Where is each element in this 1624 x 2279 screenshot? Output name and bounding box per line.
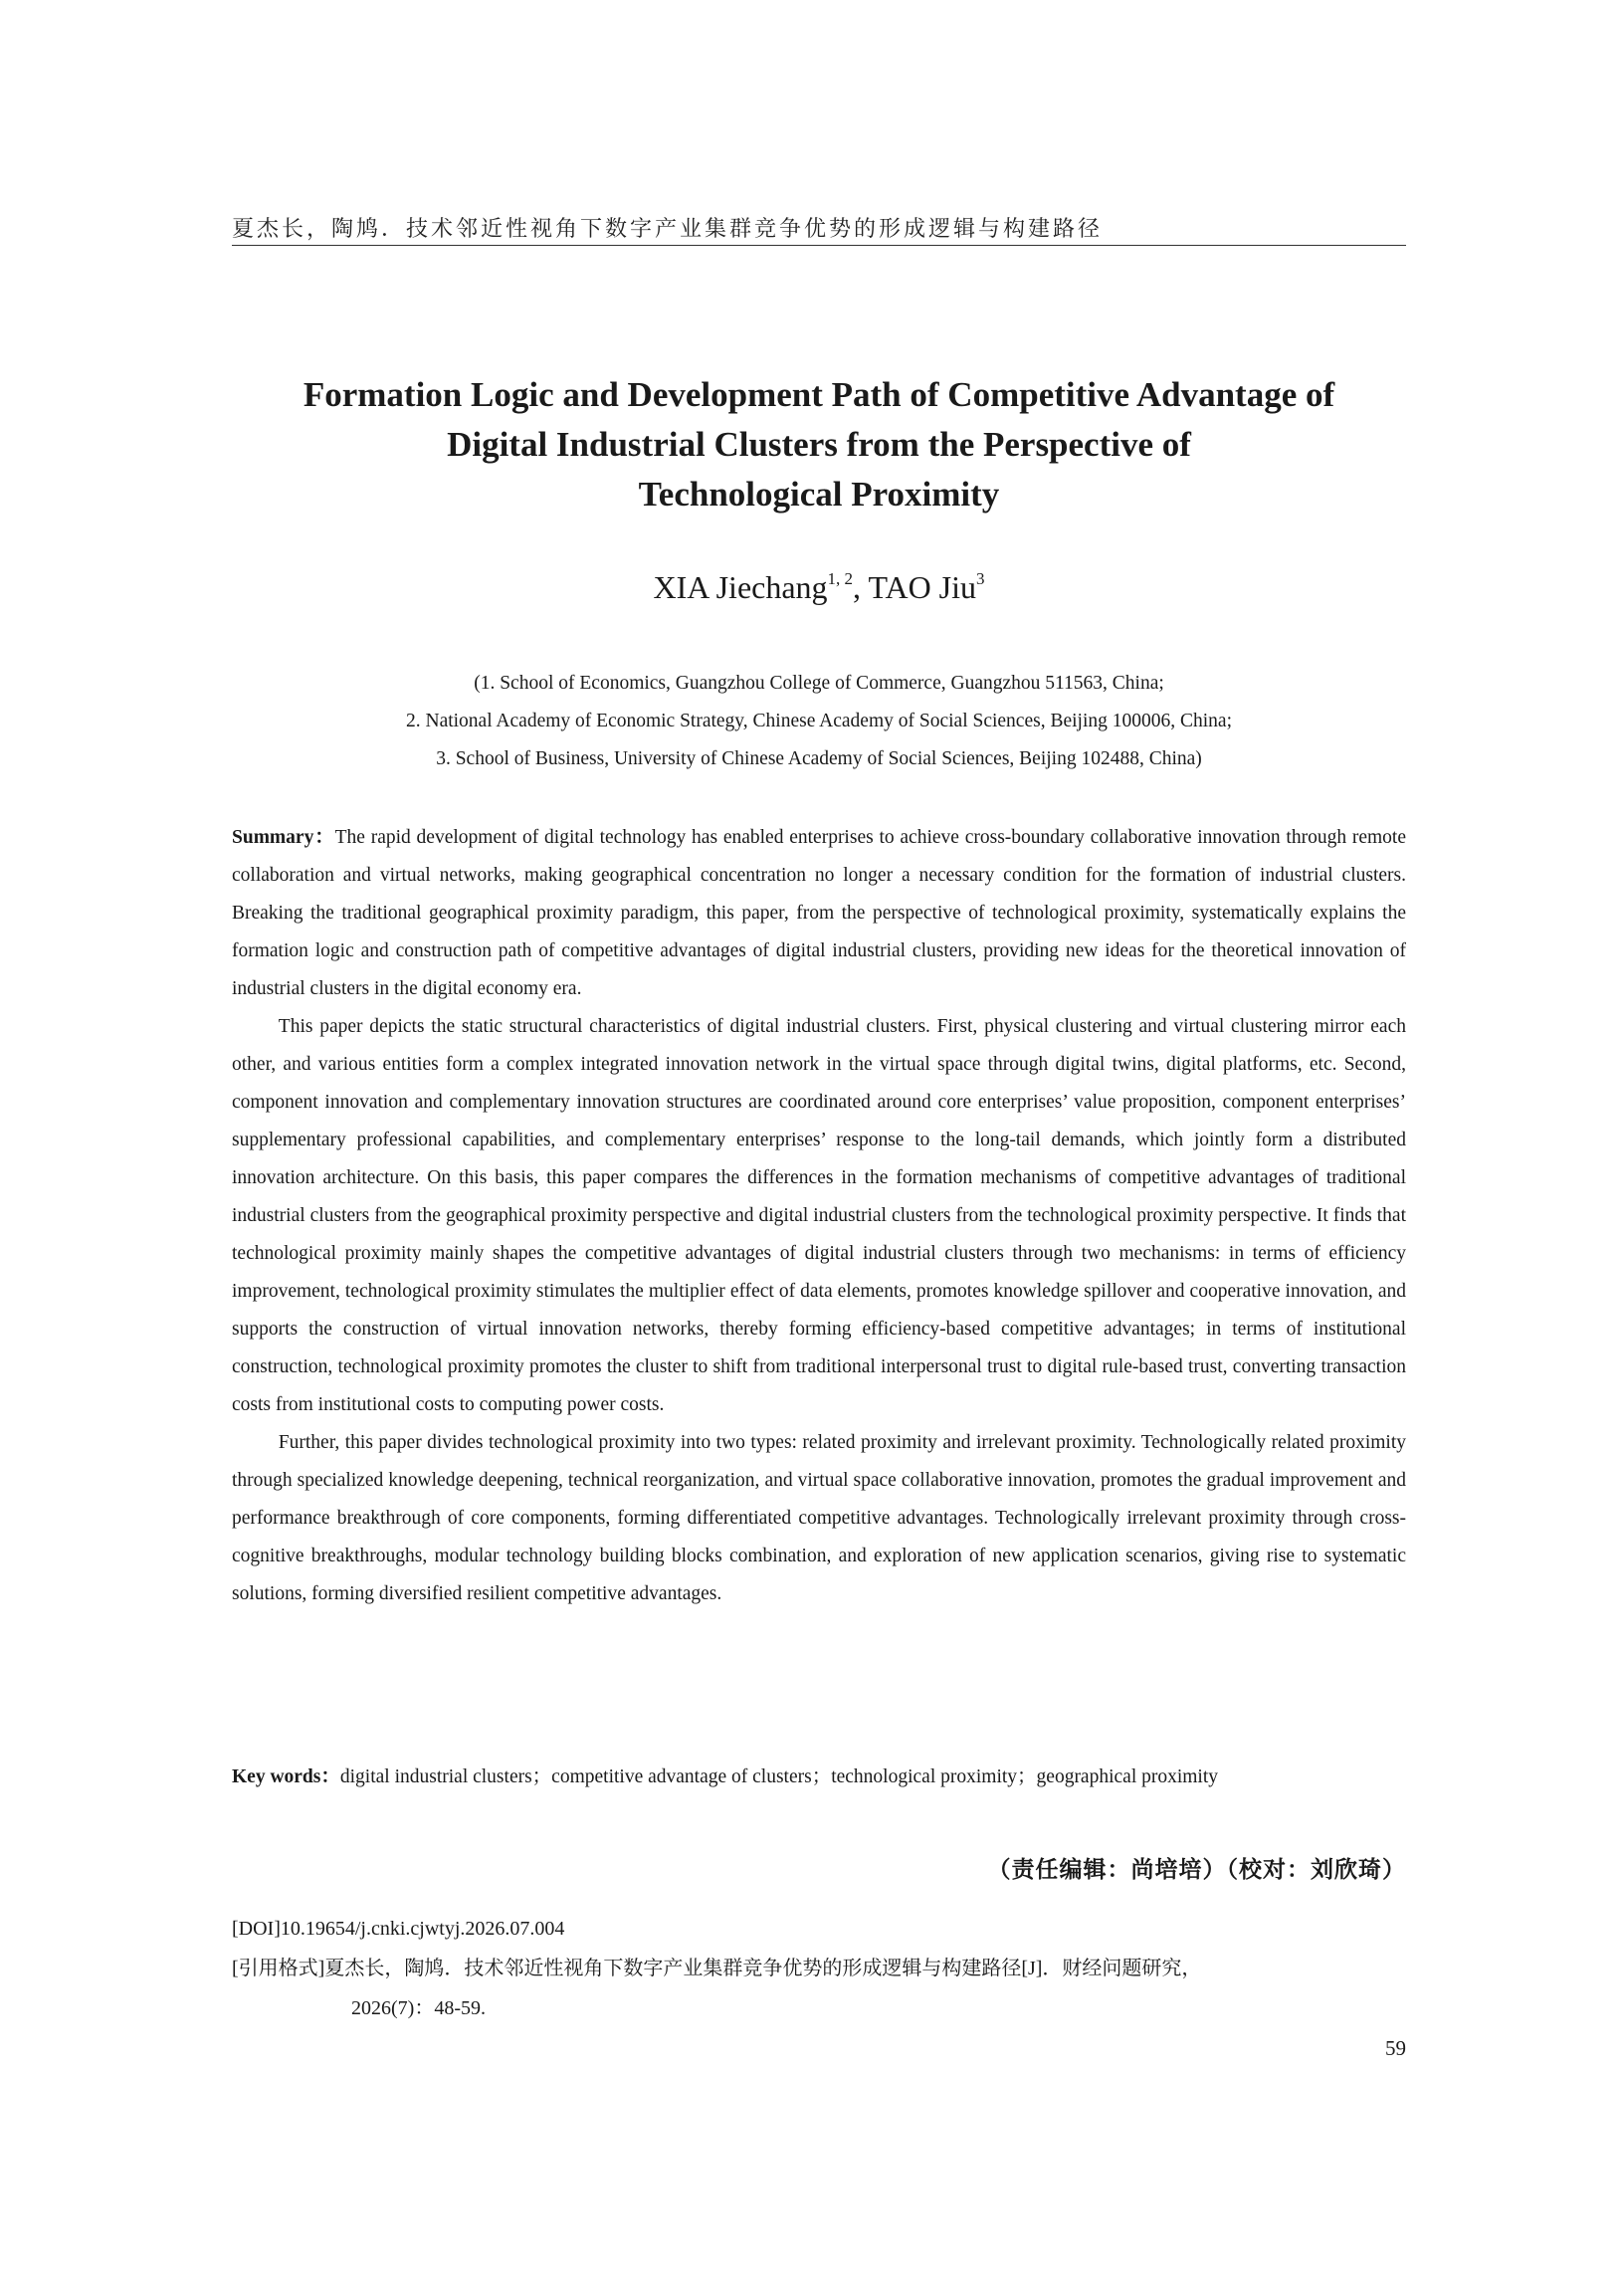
editor-credits: （责任编辑：尚培培）（校对：刘欣琦） [987, 1857, 1406, 1883]
citation-line-1: [引用格式]夏杰长，陶鸠．技术邻近性视角下数字产业集群竞争优势的形成逻辑与构建路径[J]．财经问题研究， [232, 1958, 1202, 1979]
author-2-affiliation-mark: 3 [976, 569, 985, 588]
summary-paragraph-1-text: The rapid development of digital technology has enabled enterprises to achieve cross-boundary collaborative innovation through remote collaboration and virtual networks, making geographical concentration no longer a necessary condition for the formation of industrial clusters. Breaking the traditional geographical proximity paradigm, this paper, from the perspective of technological proximity, systematically explains the formation logic and construction path of competitive advantages of digital industrial clusters, providing new ideas for the theoretical innovation of industrial clusters in the digital economy era. [232, 827, 1406, 999]
author-line [232, 569, 1406, 606]
author-2-name: TAO Jiu [868, 569, 977, 605]
summary-paragraph-2: This paper depicts the static structural characteristics of digital industrial clusters. First, physical clustering and virtual clustering mirror each other, and various entities form a complex integrated innovation network in the virtual space through digital twins, digital platforms, etc. Second, component innovation and complementary innovation structures are coordinated around core enterprises’ value proposition, component enterprises’ supplementary professional capabilities, and complementary enterprises’ response to the long-tail demands, which jointly form a distributed innovation architecture. On this basis, this paper compares the differences in the formation mechanisms of competitive advantages of traditional industrial clusters from the geographical proximity perspective and digital industrial clusters from the technological proximity perspective. It finds that technological proximity mainly shapes the competitive advantages of digital industrial clusters through two mechanisms: in terms of efficiency improvement, technological proximity stimulates the multiplier effect of data elements, promotes knowledge spillover and cooperative innovation, and supports the construction of virtual innovation networks, thereby forming efficiency-based competitive advantages; in terms of institutional construction, technological proximity promotes the cluster to shift from traditional interpersonal trust to digital rule-based trust, converting transaction costs from institutional costs to computing power costs. [232, 1016, 1406, 1415]
affiliation-3: 3. School of Business, University of Chinese Academy of Social Sciences, Beijing 102488, China) [436, 748, 1202, 769]
running-header: 夏杰长，陶鸠．技术邻近性视角下数字产业集群竞争优势的形成逻辑与构建路径 [232, 217, 1104, 242]
citation-line-2: 2026(7)：48-59. [351, 1997, 486, 2019]
summary-section [232, 819, 1406, 1613]
header-rule [232, 245, 1406, 246]
keywords [232, 1759, 1406, 1796]
page-number: 59 [1385, 2036, 1406, 2060]
affiliation-1: (1. School of Economics, Guangzhou College of Commerce, Guangzhou 511563, China; [474, 673, 1164, 694]
keywords-text: digital industrial clusters；competitive advantage of clusters；technological proximity；geographical proximity [339, 1766, 1219, 1787]
paper-title [232, 370, 1406, 519]
summary-paragraph-3: Further, this paper divides technological proximity into two types: related proximity and irrelevant proximity. Technologically related proximity through specialized knowledge deepening, technical reorganization, and virtual space collaborative innovation, promotes the gradual improvement and performance breakthrough of core components, forming differentiated competitive advantages. Technologically irrelevant proximity through cross-cognitive breakthroughs, modular technology building blocks combination, and exploration of new application scenarios, giving rise to systematic solutions, forming diversified resilient competitive advantages. [232, 1432, 1406, 1604]
title-line-3: Technological Proximity [638, 475, 1000, 514]
affiliations [232, 665, 1406, 778]
doi: [DOI]10.19654/j.cnki.cjwtyj.2026.07.004 [232, 1918, 565, 1940]
affiliation-2: 2. National Academy of Economic Strategy, Chinese Academy of Social Sciences, Beijing 100006, China; [405, 711, 1232, 731]
author-1-affiliation-marks: 1, 2 [827, 569, 854, 588]
title-line-1: Formation Logic and Development Path of Competitive Advantage of [303, 375, 1335, 414]
author-1-name: XIA Jiechang [653, 569, 828, 605]
summary-label: Summary： [232, 827, 335, 848]
keywords-label: Key words： [232, 1766, 340, 1787]
title-line-2: Digital Industrial Clusters from the Perspective of [447, 425, 1191, 464]
author-separator: , [853, 569, 869, 605]
citation-format [232, 1949, 1406, 2028]
summary-paragraph-1 [232, 819, 1406, 1008]
